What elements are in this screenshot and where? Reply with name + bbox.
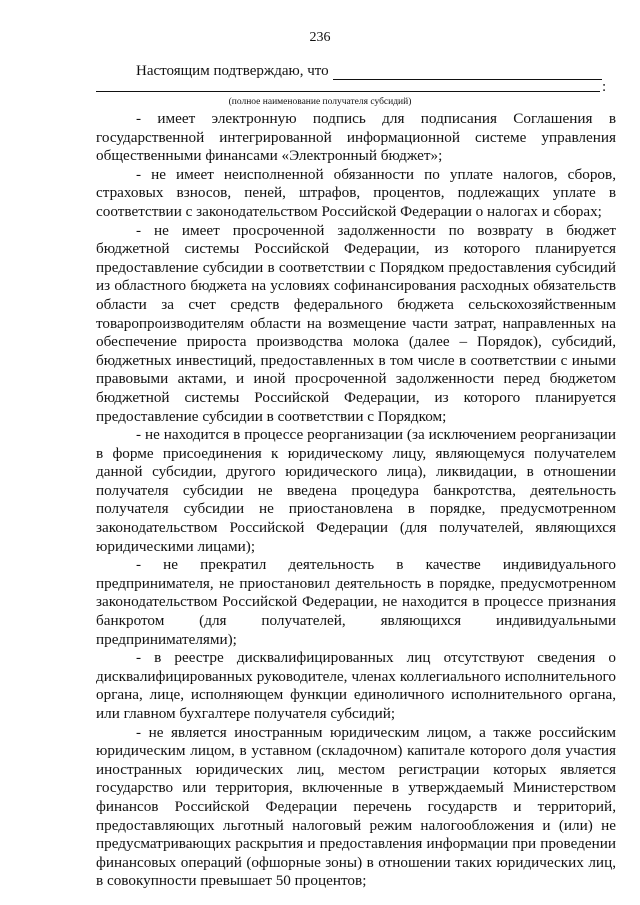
document-body (96, 110, 616, 891)
confirmation-intro: Настоящим подтверждаю, что (136, 63, 329, 79)
paragraph-no-tax-debt: - не имеет неисполненной обязанности по уплате налогов, сборов, страховых взносов, пеней, штрафов, процентов, подлежащих уплате в соответствии с законодательством Российской Федерации о налогах и сборах; (96, 165, 616, 220)
paragraph-disqualified-persons: - в реестре дисквалифицированных лиц отсутствуют сведения о дисквалифицированных руководителе, членах коллегиального исполнительного органа, лице, исполняющем функции единоличного исполнительного органа, или главном бухгалтере получателя субсидий; (96, 649, 616, 722)
paragraph-no-overdue-debt: - не имеет просроченной задолженности по возврату в бюджет бюджетной системы Российской Федерации, из которого планируется предоставление субсидии в соответствии с Порядком предоставления субсидий из областного бюджета на условиях софинансирования расходных обязательств области за счет средств федерального бюджета сельскохозяйственным товаропроизводителям области на возмещение части затрат, направленных на обеспечение прироста производства молока (далее – Порядок), субсидий, бюджетных инвестиций, предоставленных в том числе в соответствии с иными правовыми актами, и иной просроченной задолженности перед бюджетом бюджетной системы Российской Федерации, из которого планируется предоставление субсидии в соответствии с Порядком; (96, 221, 616, 425)
paragraph-electronic-signature: - имеет электронную подпись для подписания Соглашения в государственной интегрированной информационной системе управления общественными финансами «Электронный бюджет»; (96, 110, 616, 165)
page-number: 236 (309, 30, 331, 45)
recipient-name-blank (333, 64, 602, 80)
paragraph-individual-entrepreneur: - не прекратил деятельность в качестве индивидуального предпринимателя, не приостановил деятельность в порядке, предусмотренном законодательством Российской Федерации, не находится в процессе признания банкротом (для получателей, являющихся индивидуальными предпринимателями); (96, 556, 616, 648)
recipient-caption: (полное наименование получателя субсидий) (228, 97, 412, 107)
paragraph-not-foreign-entity: - не является иностранным юридическим лицом, а также российским юридическим лицом, в уставном (складочном) капитале которого доля участия иностранных юридических лиц, местом регистрации которых является государство или территория, включенные в утверждаемый Министерством финансов Российской Федерации перечень государств и территорий, предоставляющих льготный налоговый режим налогообложения и (или) не предусматривающих раскрытия и предоставления информации при проведении финансовых операций (офшорные зоны) в отношении таких юридических лиц, в совокупности превышает 50 процентов; (96, 723, 616, 890)
confirmation-line (136, 63, 602, 80)
recipient-name-line (96, 91, 600, 92)
paragraph-no-reorganization: - не находится в процессе реорганизации (за исключением реорганизации в форме присоединения к юридическому лицу, являющемуся получателем данной субсидии, другого юридического лица), ликвидации, в отношении получателя субсидии не введена процедура банкротства, деятельность получателя субсидии не приостановлена в порядке, предусмотренном законодательством Российской Федерации (для получателей, являющихся юридическими лицами); (96, 426, 616, 555)
recipient-colon: : (602, 79, 607, 95)
